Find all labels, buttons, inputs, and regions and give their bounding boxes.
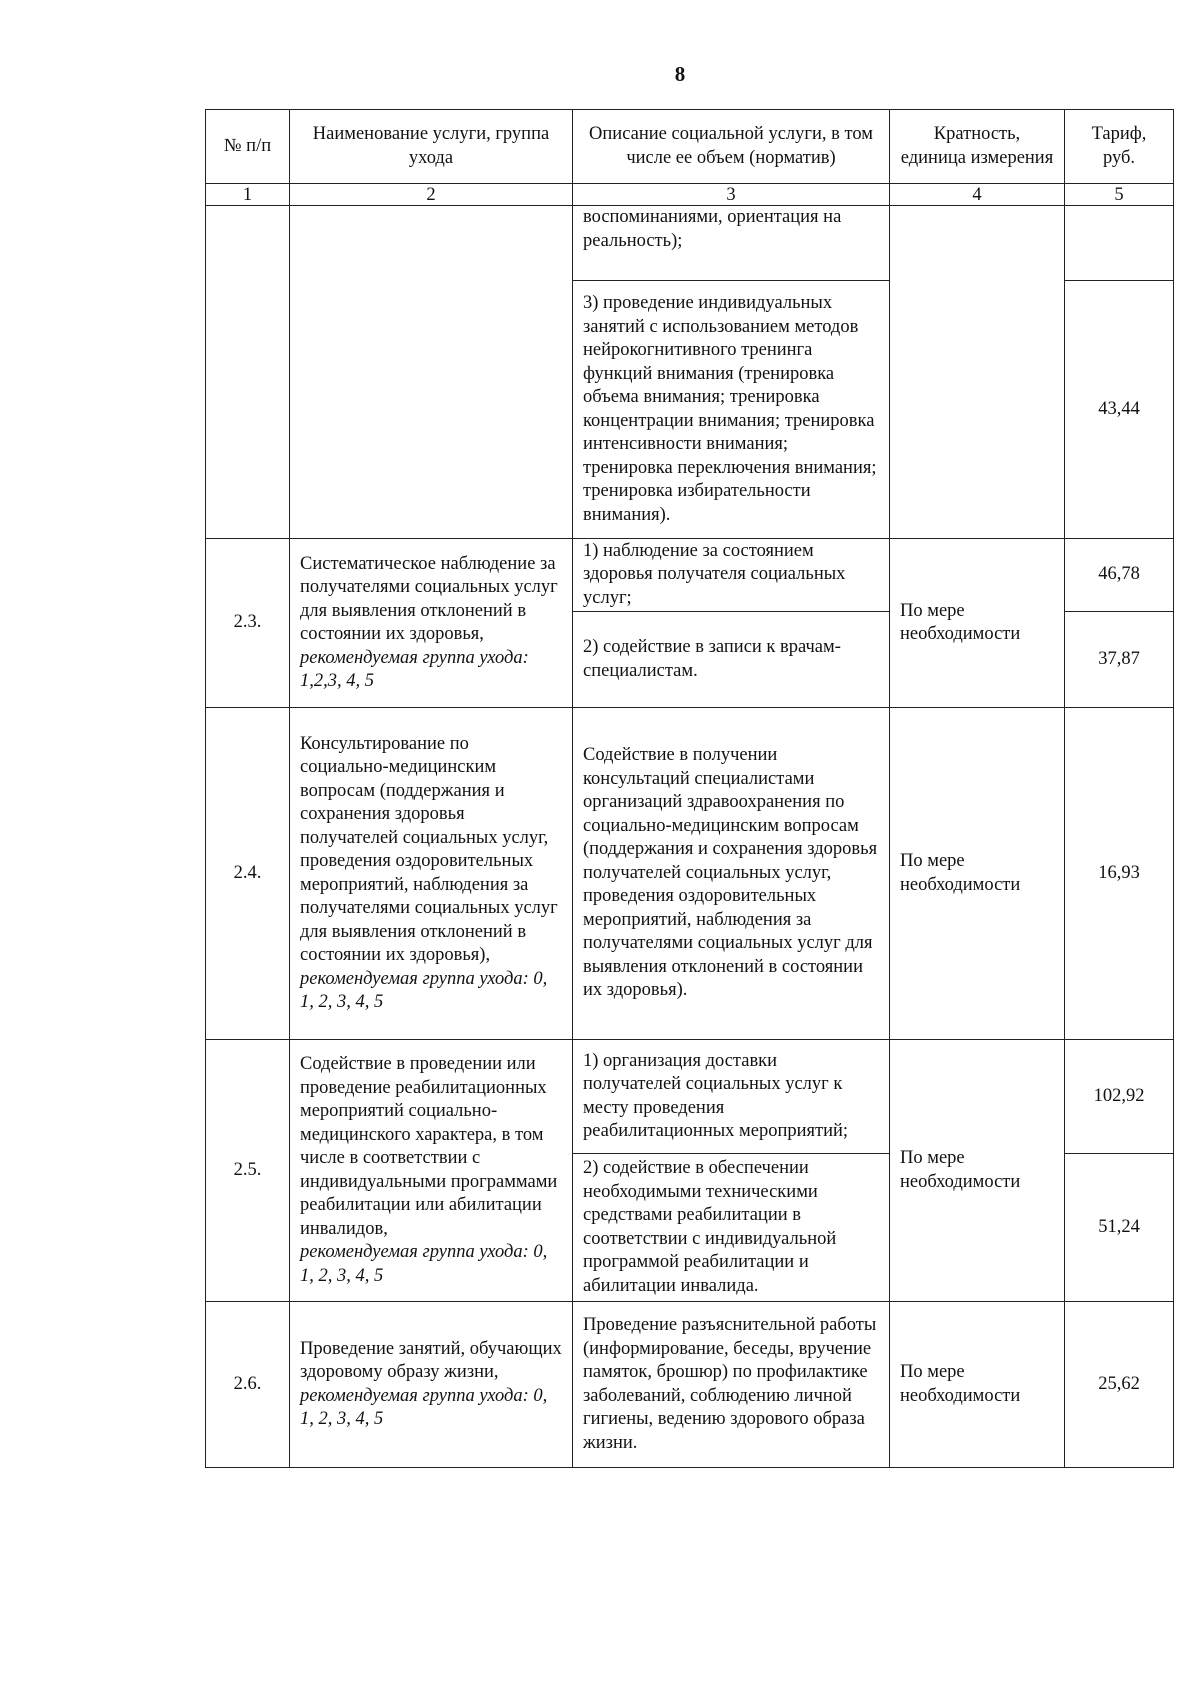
tariff-cell: 37,87 <box>1065 612 1174 708</box>
frequency-cell: По мере необходимости <box>890 1302 1065 1468</box>
description-cell: 1) организация доставки получателей социальных услуг к месту проведения реабилитационных мероприятий; <box>573 1040 890 1154</box>
description-cell: Содействие в получении консультаций специалистами организаций здравоохранения по социально-медицинским вопросам (поддержания и сохранения здоровья получателей социальных услуг, проведения оздоровительных мероприятий, наблюдения за получателями социальных услуг для выявления отклонений в состоянии их здоровья). <box>573 708 890 1040</box>
care-group: рекомендуемая группа ухода: 1,2,3, 4, 5 <box>300 647 529 691</box>
tariff-cell: 102,92 <box>1065 1040 1174 1154</box>
column-index: 5 <box>1065 184 1174 206</box>
table-row <box>206 1302 1174 1468</box>
service-name: Содействие в проведении или проведение реабилитационных мероприятий социально-медицинского характера, в том числе в соответствии с индивидуальными программами реабилитации или абилитации инвалидов, <box>300 1054 558 1239</box>
column-index: 3 <box>573 184 890 206</box>
column-index-row <box>206 184 1174 206</box>
service-name: Консультирование по социально-медицинским вопросам (поддержания и сохранения здоровья получателей социальных услуг, проведения оздоровительных мероприятий, наблюдения за получателями социальных услуг для выявления отклонений в состоянии их здоровья), <box>300 733 558 965</box>
header-row <box>206 110 1174 184</box>
service-name-cell <box>290 1040 573 1302</box>
table-row <box>206 206 1174 281</box>
frequency-cell <box>890 206 1065 539</box>
header-frequency: Кратность, единица измерения <box>890 110 1065 184</box>
tariff-cell: 16,93 <box>1065 708 1174 1040</box>
table-row <box>206 708 1174 1040</box>
tariff-cell: 43,44 <box>1065 281 1174 539</box>
description-cell: 3) проведение индивидуальных занятий с использованием методов нейрокогнитивного тренинга функций внимания (тренировка объема внимания; тренировка концентрации внимания; тренировка интенсивности внимания; тренировка переключения внимания; тренировка избирательности внимания). <box>573 281 890 539</box>
service-name-cell <box>290 708 573 1040</box>
header-tariff: Тариф, руб. <box>1065 110 1174 184</box>
table-row <box>206 539 1174 612</box>
table-row <box>206 1040 1174 1154</box>
column-index: 2 <box>290 184 573 206</box>
row-number-cell: 2.5. <box>206 1040 290 1302</box>
service-name-cell <box>290 539 573 708</box>
service-name: Проведение занятий, обучающих здоровому образу жизни, <box>300 1338 562 1382</box>
frequency-cell: По мере необходимости <box>890 708 1065 1040</box>
tariff-cell: 25,62 <box>1065 1302 1174 1468</box>
service-name: Систематическое наблюдение за получателями социальных услуг для выявления отклонений в состоянии их здоровья, <box>300 553 558 644</box>
care-group: рекомендуемая группа ухода: 0, 1, 2, 3, 4, 5 <box>300 968 548 1012</box>
description-cell: 2) содействие в записи к врачам-специалистам. <box>573 612 890 708</box>
header-service-name: Наименование услуги, группа ухода <box>290 110 573 184</box>
tariff-cell: 46,78 <box>1065 539 1174 612</box>
column-index: 1 <box>206 184 290 206</box>
service-name-cell <box>290 1302 573 1468</box>
column-index: 4 <box>890 184 1065 206</box>
frequency-cell: По мере необходимости <box>890 1040 1065 1302</box>
header-description: Описание социальной услуги, в том числе ее объем (норматив) <box>573 110 890 184</box>
row-number-cell <box>206 206 290 539</box>
frequency-cell: По мере необходимости <box>890 539 1065 708</box>
care-group: рекомендуемая группа ухода: 0, 1, 2, 3, 4, 5 <box>300 1242 548 1286</box>
tariff-cell <box>1065 206 1174 281</box>
description-cell: Проведение разъяснительной работы (информирование, беседы, вручение памяток, брошюр) по профилактике заболеваний, соблюдению личной гигиены, ведению здорового образа жизни. <box>573 1302 890 1468</box>
services-table <box>205 109 1174 1468</box>
care-group: рекомендуемая группа ухода: 0, 1, 2, 3, 4, 5 <box>300 1385 548 1429</box>
description-cell: воспоминаниями, ориентация на реальность); <box>573 206 890 281</box>
description-cell: 2) содействие в обеспечении необходимыми техническими средствами реабилитации в соответствии с индивидуальной программой реабилитации и абилитации инвалида. <box>573 1154 890 1302</box>
page-number: 8 <box>674 62 686 86</box>
row-number-cell: 2.6. <box>206 1302 290 1468</box>
description-cell: 1) наблюдение за состоянием здоровья получателя социальных услуг; <box>573 539 890 612</box>
service-name-cell <box>290 206 573 539</box>
header-number: № п/п <box>206 110 290 184</box>
row-number-cell: 2.3. <box>206 539 290 708</box>
tariff-cell: 51,24 <box>1065 1154 1174 1302</box>
row-number-cell: 2.4. <box>206 708 290 1040</box>
